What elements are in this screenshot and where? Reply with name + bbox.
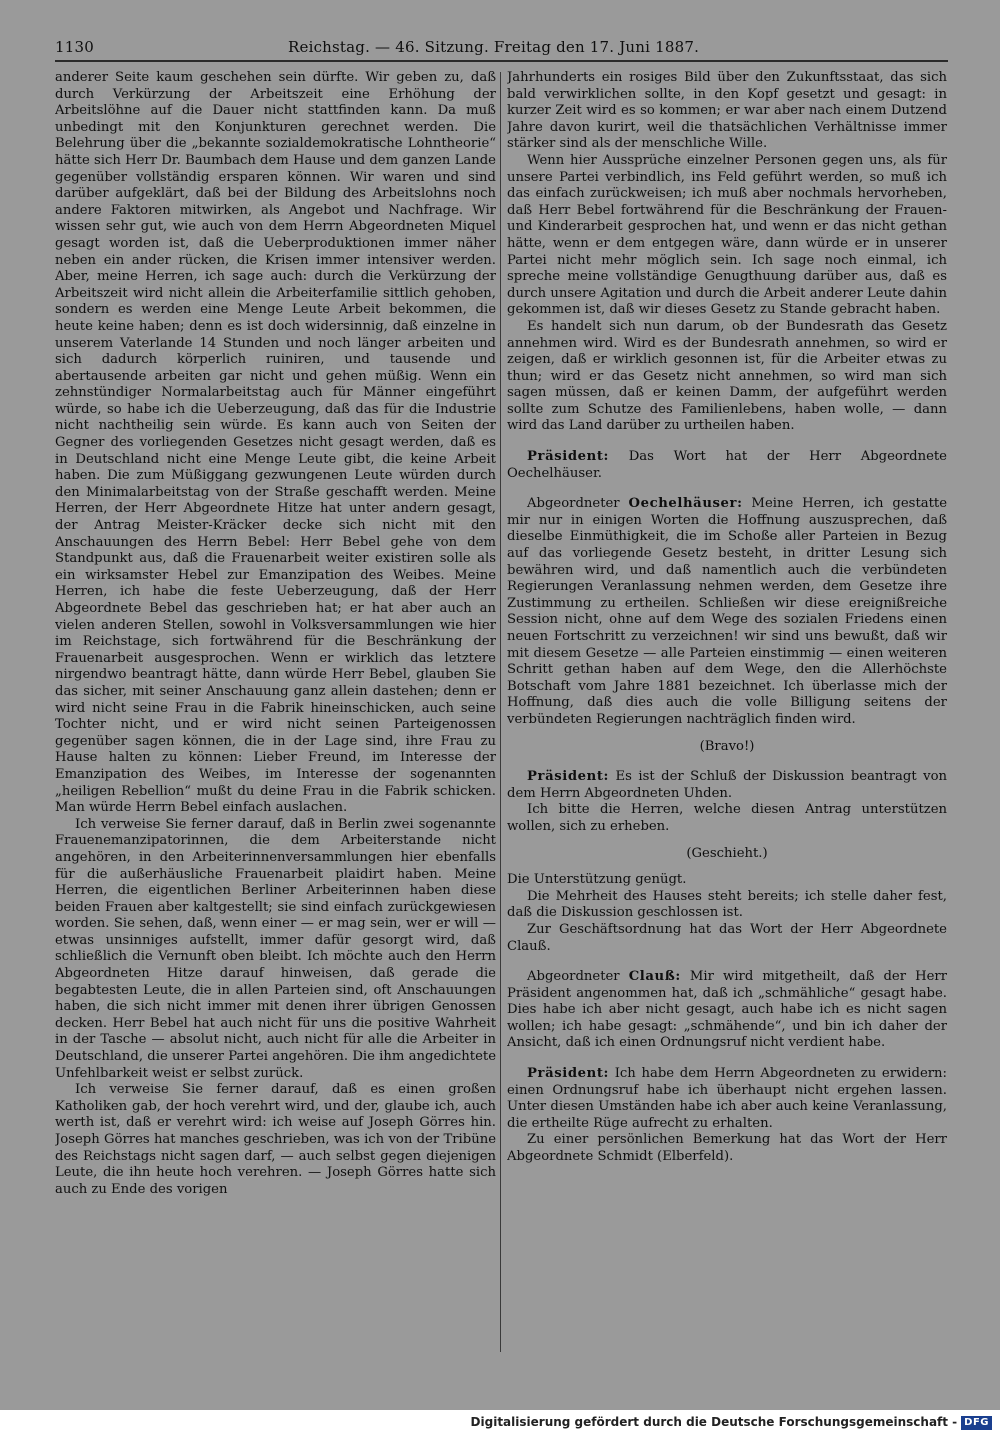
speech-text: Ich habe dem Herrn Abgeordneten zu erwidern: einen Ordnungsruf habe ich überhaupt nicht ergehen lassen. Unter diesen Umständen habe ich aber auch keine Veranlassung, die ertheilte Rüge aufrecht zu erhalten. <box>507 1066 947 1131</box>
paragraph: Es handelt sich nun darum, ob der Bundesrath das Gesetz annehmen wird. Wird es der Bundesrath annehmen, so wird er zeigen, daß er wirklich gesonnen ist, für die Arbeiter etwas zu thun; wird er das Gesetz nicht annehmen, so wird man sich sagen müssen, daß er keinen Damm, der aufgeführt werden sollte zum Schutze des Familienlebens, haben wolle, — dann wird das Land darüber zu urtheilen haben. <box>507 318 947 434</box>
interjection: (Geschieht.) <box>686 845 768 861</box>
dfg-logo: DFG <box>961 1416 992 1430</box>
paragraph: Ich verweise Sie ferner darauf, daß es einen großen Katholiken gab, der hoch verehrt wird, und der, glaube ich, auch werth ist, daß er verehrt wird: ich weise auf Joseph Görres hin. Joseph Görres hat manches geschrieben, was ich von der Tribüne des Reichstags nicht sagen darf, — auch selbst gegen diejenigen Leute, die ihn heute hoch verehren. — Joseph Görres hatte sich auch zu Ende des vorigen <box>55 1082 496 1197</box>
speaker-name: Präsident: <box>527 449 610 465</box>
paragraph: anderer Seite kaum geschehen sein dürfte. Wir geben zu, daß durch Verkürzung der Arbeitszeit eine Erhöhung der Arbeitslöhne auf die Dauer nicht stattfinden kann. Da muß unbedingt mit den Konjunkturen gerechnet werden. Die Belehrung über die „bekannte sozialdemokratische Lohntheorie“ hätte sich Herr Dr. Baumbach dem Hause und dem ganzen Lande gegenüber vollständig ersparen können. Wir waren und sind darüber aufgeklärt, daß bei der Bildung des Arbeitslohns noch andere Faktoren mitwirken, als Angebot und Nachfrage. Wir wissen sehr gut, wie auch von dem Herrn Abgeordneten Miquel gesagt worden ist, daß die Ueberproduktionen immer näher neben ein ander rücken, die Krisen immer intensiver werden. Aber, meine Herren, ich sage auch: durch die Verkürzung der Arbeitszeit wird nicht allein die Arbeiterfamilie sittlich gehoben, sondern es werden eine Menge Leute Arbeit bekommen, die heute keine haben; denn es ist doch widersinnig, daß einzelne in unserem Vaterlande 14 Stunden und noch länger arbeiten und sich dadurch körperlich ruiniren, und tausende und abertausende arbeiten gar nicht und gehen müßig. Wenn ein zehnstündiger Normalarbeitstag auch für Männer eingeführt würde, so habe ich die Ueberzeugung, daß das für die Industrie nicht nachtheilig sein würde. Es kann auch von Seiten der Gegner des vorliegenden Gesetzes nicht gesagt werden, daß es in Deutschland nicht eine Menge Leute gibt, die keine Arbeit haben. Die zum Müßiggang gezwungenen Leute würden durch den Minimalarbeitstag von der Straße geschafft werden. Meine Herren, der Herr Abgeordnete Hitze hat unter andern gesagt, der Antrag Meister-Kräcker decke sich nicht mit den Anschauungen des Herrn Bebel: Herr Bebel gehe von dem Standpunkt aus, daß die Frauenarbeit weiter existiren solle als ein wirksamster Hebel zur Emanzipation des Weibes. Meine Herren, ich habe die feste Ueberzeugung, daß der Herr Abgeordnete Bebel das geschrieben hat; er hat aber auch an vielen anderen Stellen, sowohl in Volksversammlungen wie hier im Reichstage, sich fortwährend für die Beschränkung der Frauenarbeit ausgesprochen. Wenn er wirklich das letztere nirgendwo beantragt hätte, dann würde Herr Bebel, glauben Sie das sicher, mit seiner Anschauung ganz allein dastehen; denn er wird nicht seine Frau in die Fabrik hineinschicken, auch seine Tochter nicht, und er wird nicht seinen Parteigenossen gegenüber sagen können, die in der Lage sind, ihre Frau zu Hause halten zu können: Lieber Freund, im Interesse der Emanzipation des Weibes, im Interesse der sogenannten „heiligen Rebellion“ mußt du deine Frau in die Fabrik schicken. Man würde Herrn Bebel einfach auslachen. <box>55 70 496 816</box>
paragraph: Die Unterstützung genügt. <box>507 872 687 888</box>
speaker-name: Clauß: <box>628 969 681 985</box>
right-column <box>507 70 947 1335</box>
speech-president <box>507 769 947 802</box>
page-header <box>55 36 950 58</box>
speech-text: Das Wort hat der Herr Abgeordnete Oechelhäuser. <box>507 449 947 481</box>
speaker-prefix: Abgeordneter <box>527 969 629 985</box>
digitization-credit <box>471 1413 992 1431</box>
left-column <box>55 70 496 1355</box>
paragraph: Wenn hier Aussprüche einzelner Personen gegen uns, als für unsere Partei verbindlich, ins Feld geführt werden, so muß ich das einfach zurückweisen; ich muß aber nochmals hervorheben, daß Herr Bebel fortwährend für die Beschränkung der Frauen- und Kinderarbeit gesprochen hat, und wenn er das nicht gethan hätte, wenn er dem entgegen wäre, dann würde er in unserer Partei nicht mehr möglich sein. Ich sage noch einmal, ich spreche meine vollständige Genugthuung darüber aus, daß es durch unsere Agitation und durch die Arbeit anderer Leute dahin gekommen ist, daß wir dieses Gesetz zu Stande gebracht haben. <box>507 152 947 318</box>
paragraph: Zu einer persönlichen Bemerkung hat das Wort der Herr Abgeordnete Schmidt (Elberfeld). <box>507 1132 947 1165</box>
speech-president <box>507 449 947 482</box>
speaker-name: Präsident: <box>527 769 610 785</box>
speech-clauss <box>507 969 947 1052</box>
paragraph: Zur Geschäftsordnung hat das Wort der Herr Abgeordnete Clauß. <box>507 921 947 954</box>
speech-president <box>507 1066 947 1132</box>
paragraph: Ich verweise Sie ferner darauf, daß in Berlin zwei sogenannte Frauenemanzipatorinnen, die dem Arbeiterstande nicht angehören, in den Arbeiterinnenversammlungen hier ebenfalls für die außerhäusliche Frauenarbeit plaidirt haben. Meine Herren, die eigentlichen Berliner Arbeiterinnen haben diese beiden Frauen aber kaltgestellt; sie sind einfach zurückgewiesen worden. Sie sehen, daß, wenn einer — er mag sein, wer er will — etwas unsinniges aufstellt, immer dafür gesorgt wird, daß schließlich die Vernunft oben bleibt. Ich möchte auch den Herrn Abgeordneten Hitze darauf hinweisen, daß gerade die begabtesten Leute, die in allen Parteien sind, oft Anschauungen haben, die sich nicht immer mit denen ihrer übrigen Genossen decken. Herr Bebel hat auch nicht für uns die positive Wahrheit in der Tasche — absolut nicht, auch nicht für alle die Arbeiter in Deutschland, die unserer Partei angehören. Die ihm angedichtete Unfehlbarkeit weist er selbst zurück. <box>55 816 496 1081</box>
speech-text: Meine Herren, ich gestatte mir nur in einigen Worten die Hoffnung auszusprechen, daß dieselbe Einmüthigkeit, die im Schoße aller Parteien in Bezug auf das vorliegende Gesetz besteht, in dritter Lesung sich bewähren wird, und daß namentlich auch die verbündeten Regierungen Veranlassung nehmen werden, dem Gesetze ihre Zustimmung zu ertheilen. Schließen wir diese ereignißreiche Session nicht, ohne auf dem Wege des sozialen Friedens einen neuen Fortschritt zu verzeichnen! wir sind uns bewußt, daß wir mit diesem Gesetze — alle Parteien einstimmig — einen weiteren Schritt gethan haben auf dem Wege, den die Allerhöchste Botschaft vom Jahre 1881 bezeichnet. Ich überlasse mich der Hoffnung, daß dies auch die volle Billigung seitens der verbündeten Regierungen nachträglich finden wird. <box>507 496 947 727</box>
speech-text: Es ist der Schluß der Diskussion beantragt von dem Herrn Abgeordneten Uhden. <box>507 769 947 801</box>
speaker-name: Präsident: <box>527 1066 610 1082</box>
interjection: (Bravo!) <box>699 738 755 754</box>
speaker-name: Oechelhäuser: <box>628 496 743 512</box>
header-rule <box>55 60 948 62</box>
speech-text: Mir wird mitgetheilt, daß der Herr Präsident angenommen hat, daß ich „schmähliche“ gesagt habe. Dies habe ich aber nicht gesagt, auch habe ich es nicht sagen wollen; ich habe gesagt: „schmähende“, und bin ich daher der Ansicht, daß ich einen Ordnungsruf nicht verdient habe. <box>507 969 947 1051</box>
paragraph: Jahrhunderts ein rosiges Bild über den Zukunftsstaat, das sich bald verwirklichen sollte, in den Kopf gesetzt und gesagt: in kurzer Zeit wird es so kommen; er war aber nach einem Dutzend Jahre davon kurirt, weil die thatsächlichen Verhältnisse immer stärker sind als der menschliche Wille. <box>507 70 947 152</box>
running-title: Reichstag. — 46. Sitzung. Freitag den 17. Juni 1887. <box>288 38 700 56</box>
paragraph: Die Mehrheit des Hauses steht bereits; ich stelle daher fest, daß die Diskussion geschlossen ist. <box>507 888 947 921</box>
column-divider <box>500 72 501 1352</box>
speaker-prefix: Abgeordneter <box>527 496 629 512</box>
paragraph: Ich bitte die Herren, welche diesen Antrag unterstützen wollen, sich zu erheben. <box>507 802 947 834</box>
speech-oechelhaeuser <box>507 496 947 728</box>
credit-text: Digitalisierung gefördert durch die Deutsche Forschungsgemeinschaft - <box>470 1415 958 1429</box>
page-number: 1130 <box>55 38 94 56</box>
